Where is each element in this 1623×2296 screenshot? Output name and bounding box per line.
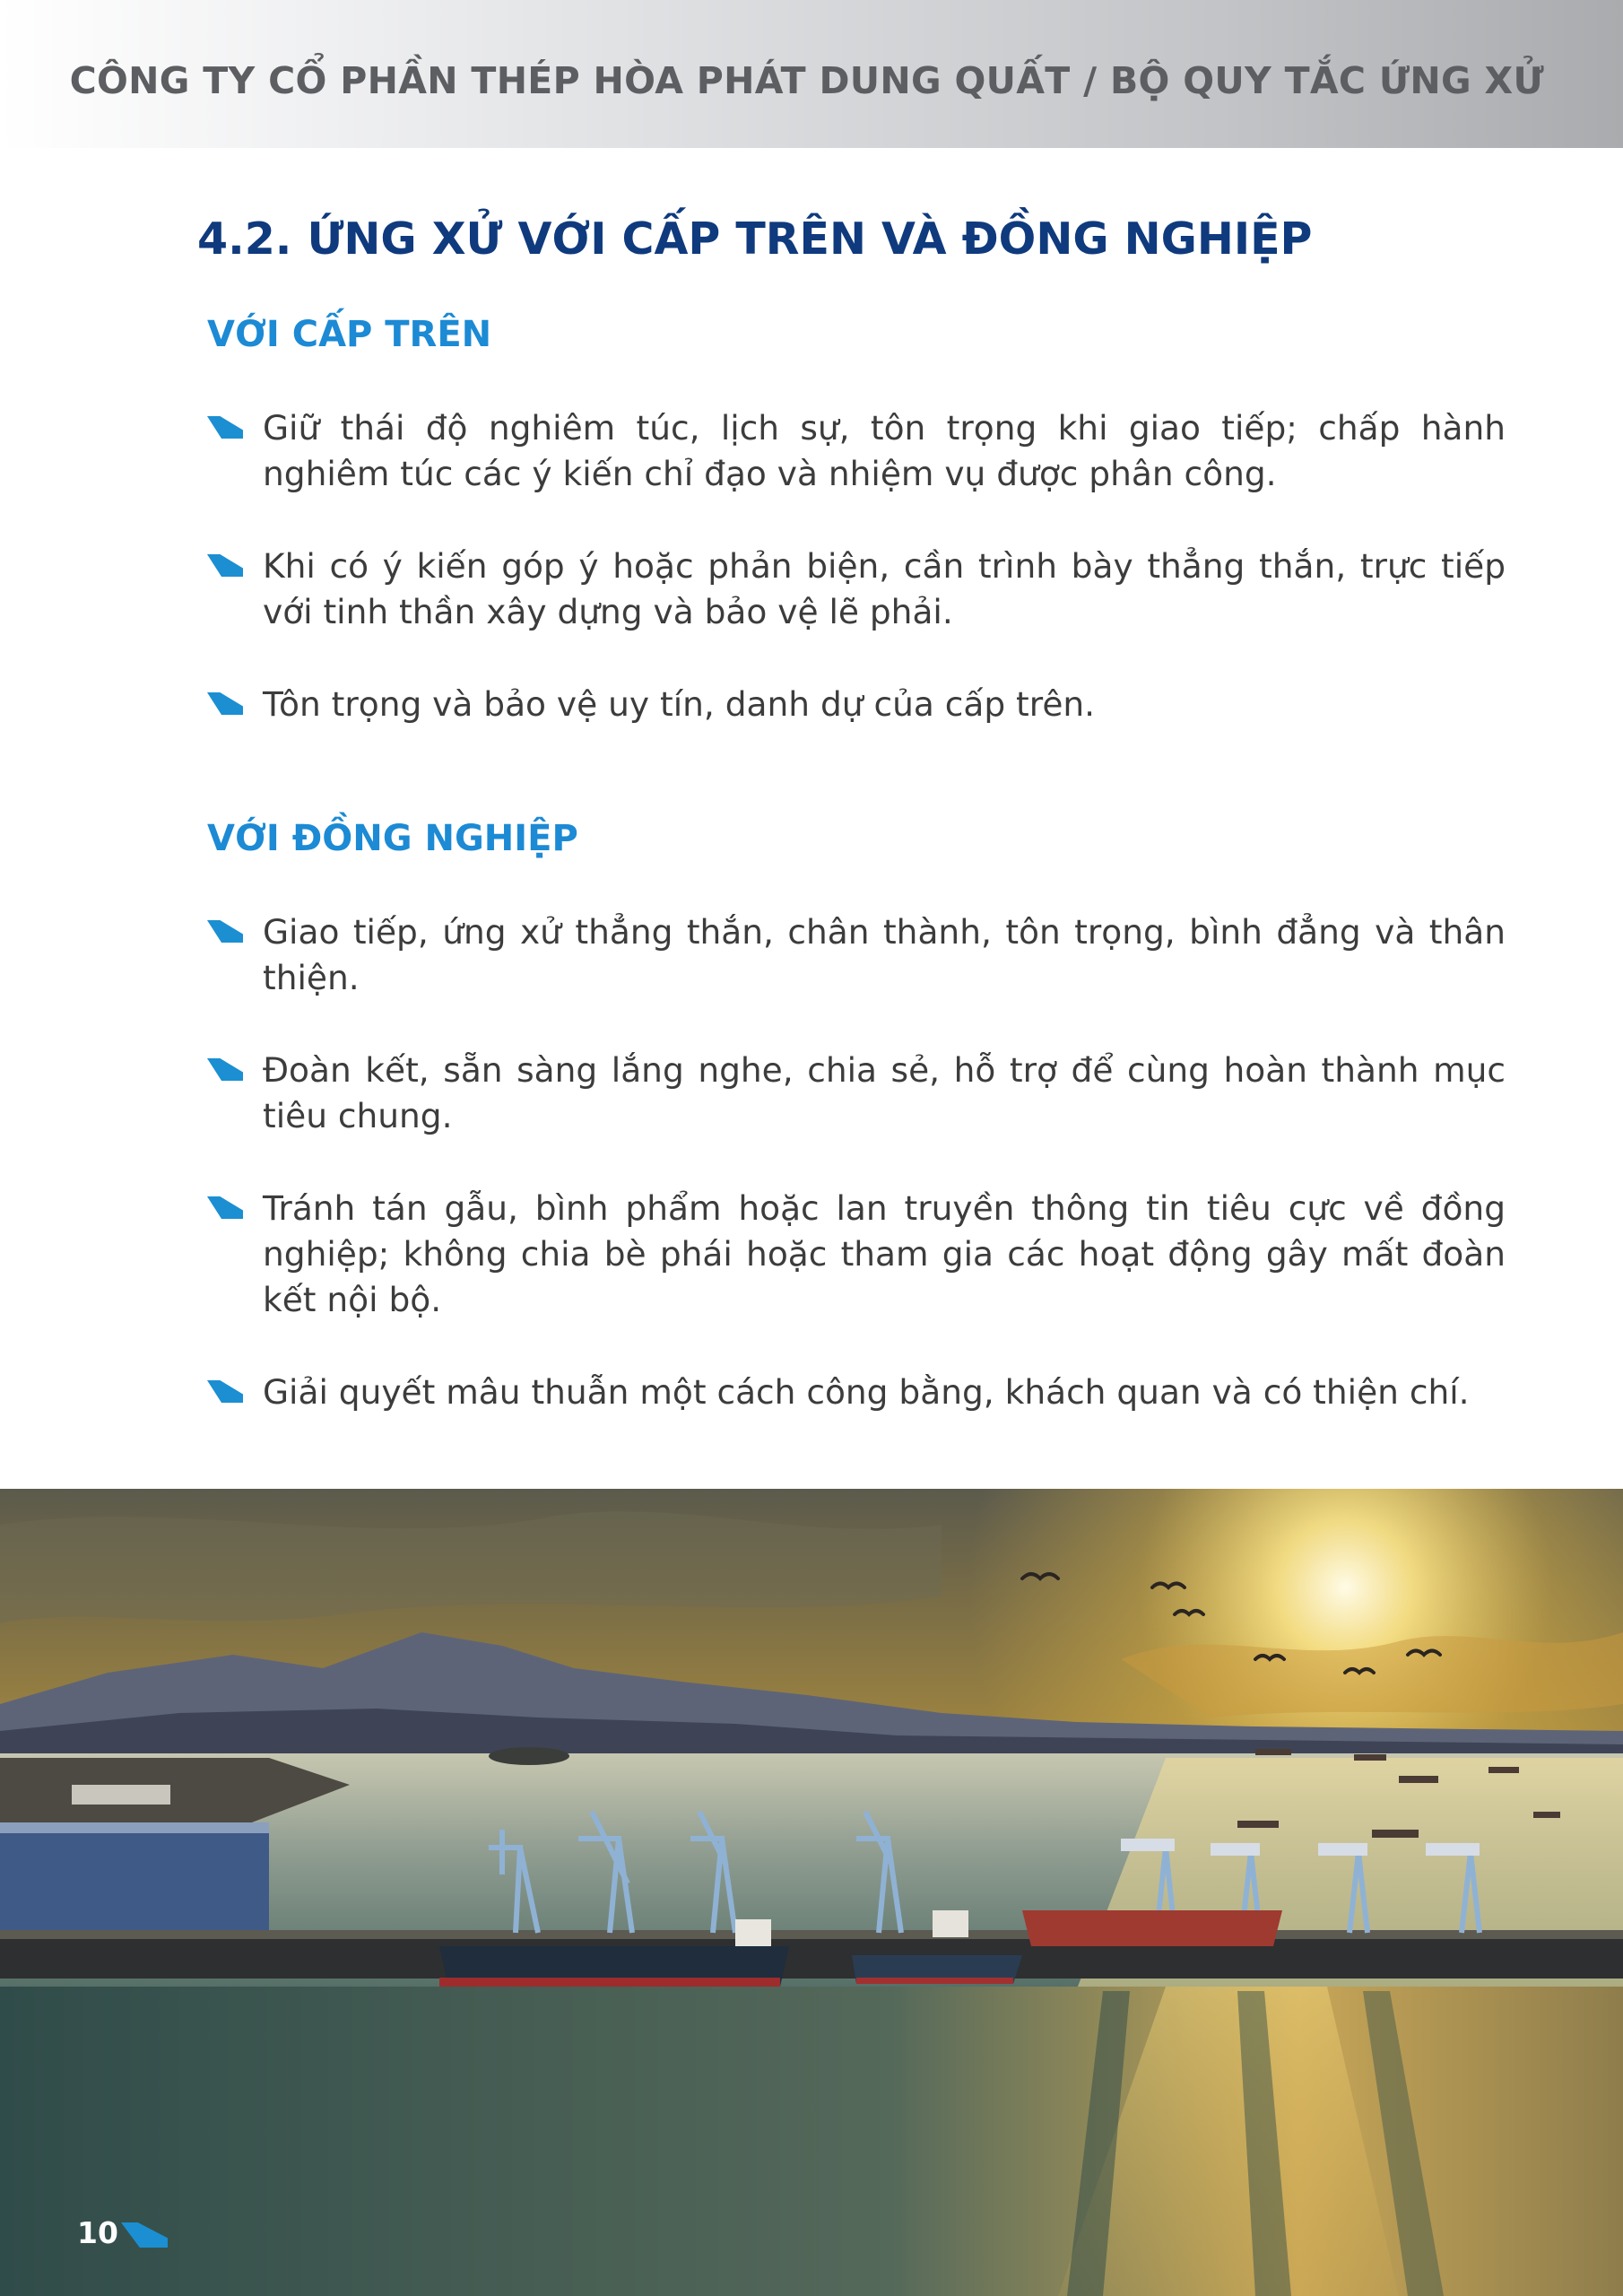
subheading-colleagues: VỚI ĐỒNG NGHIỆP xyxy=(207,818,578,859)
diagonal-arrow-icon xyxy=(207,692,243,715)
diagonal-arrow-icon xyxy=(207,416,243,439)
list-item-text: Giữ thái độ nghiêm túc, lịch sự, tôn trọng khi giao tiếp; chấp hành nghiêm túc các ý kiến chỉ đạo và nhiệm vụ được phân công. xyxy=(263,408,1506,493)
section-title: 4.2. ỨNG XỬ VỚI CẤP TRÊN VÀ ĐỒNG NGHIỆP xyxy=(197,213,1313,265)
diagonal-arrow-icon xyxy=(207,920,243,943)
list-item-text: Tránh tán gẫu, bình phẩm hoặc lan truyền thông tin tiêu cực về đồng nghiệp; không chia bè phái hoặc tham gia các hoạt động gây mất đoàn kết nội bộ. xyxy=(263,1188,1506,1319)
list-item-text: Tôn trọng và bảo vệ uy tín, danh dự của cấp trên. xyxy=(263,684,1096,724)
list-item xyxy=(207,1370,1506,1415)
list-item xyxy=(207,909,1506,1001)
diagonal-arrow-icon xyxy=(207,1058,243,1081)
list-item-text: Khi có ý kiến góp ý hoặc phản biện, cần trình bày thẳng thắn, trực tiếp với tinh thần xây dựng và bảo vệ lẽ phải. xyxy=(263,546,1506,631)
list-item-text: Đoàn kết, sẵn sàng lắng nghe, chia sẻ, hỗ trợ để cùng hoàn thành mục tiêu chung. xyxy=(263,1050,1506,1135)
diagonal-arrow-icon xyxy=(207,554,243,577)
list-item xyxy=(207,682,1506,727)
list-item xyxy=(207,1048,1506,1139)
bullet-list-superiors xyxy=(207,405,1506,774)
diagonal-arrow-icon xyxy=(207,1380,243,1403)
harbor-sunset-photo xyxy=(0,1489,1623,2296)
list-item-text: Giao tiếp, ứng xử thẳng thắn, chân thành, tôn trọng, bình đẳng và thân thiện. xyxy=(263,912,1506,997)
subheading-superiors: VỚI CẤP TRÊN xyxy=(207,314,492,355)
list-item xyxy=(207,544,1506,635)
bullet-list-colleagues xyxy=(207,909,1506,1462)
list-item xyxy=(207,1186,1506,1323)
list-item xyxy=(207,405,1506,497)
diagonal-arrow-icon xyxy=(207,1196,243,1219)
list-item-text: Giải quyết mâu thuẫn một cách công bằng, khách quan và có thiện chí. xyxy=(263,1372,1470,1412)
page-number: 10 xyxy=(77,2215,118,2250)
page-header xyxy=(0,0,1623,148)
header-title: CÔNG TY CỔ PHẦN THÉP HÒA PHÁT DUNG QUẤT / BỘ QUY TẮC ỨNG XỬ xyxy=(69,59,1544,102)
